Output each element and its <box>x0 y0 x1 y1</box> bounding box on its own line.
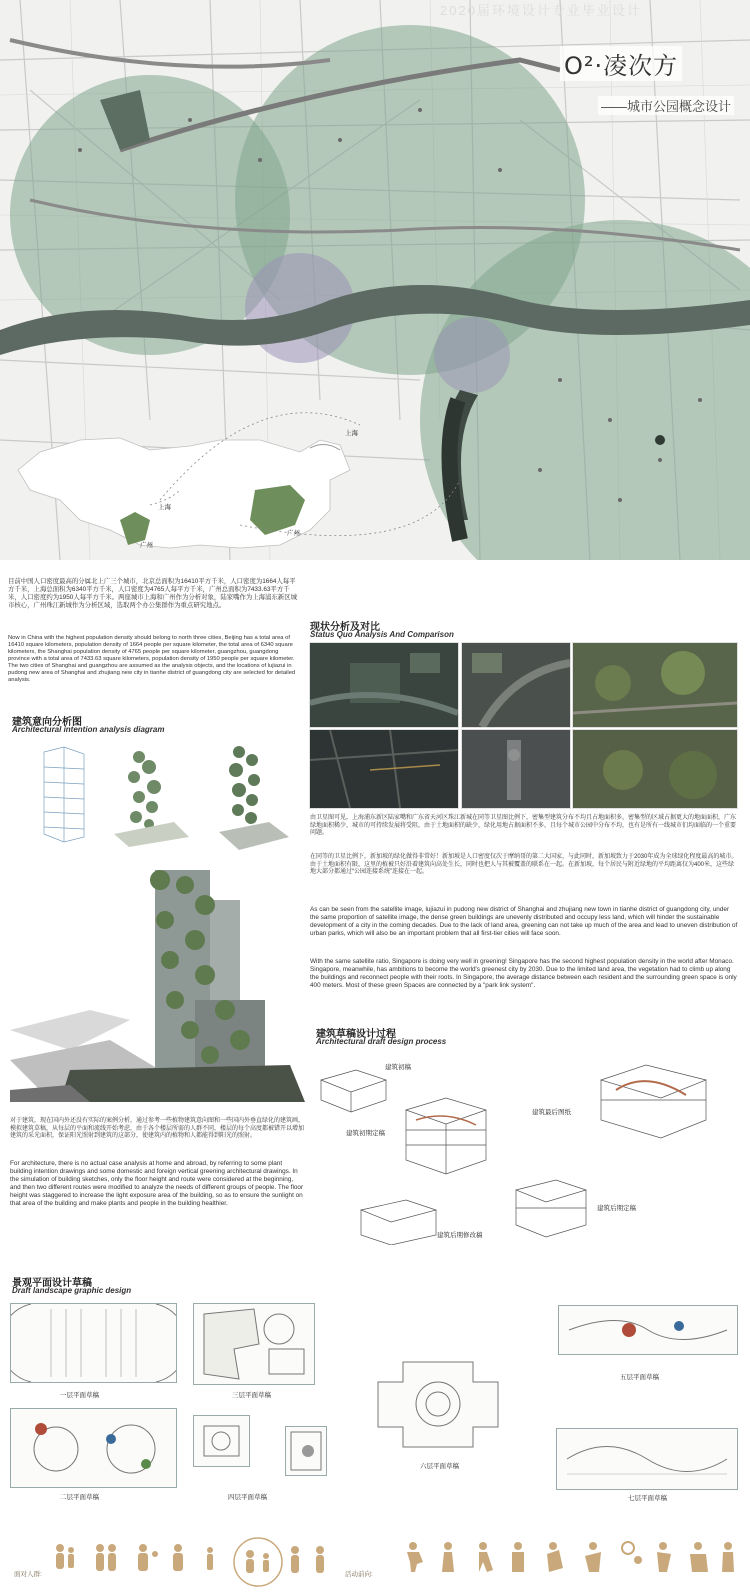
landscape-plan-2 <box>10 1408 177 1488</box>
intro-text-cn: 目前中国人口密度最高的分属北上广三个城市，北京总面积为16410平方千米，人口密度为1664人每平方千米，上海总面积为6340平方千米，人口密度为4765人每平方千米，广州总面积为7433.63平方千米，人口密度约为1950人每平方千米。两座城市上海和广州作为分析对象，陆家嘴作为上海浦东新区城市核心，广州珠江新城作为分析区域，选取两个办公集群作为重点研究地点。 <box>8 578 298 609</box>
status-text-en-1: As can be seen from the satellite image, lujiazui in pudong new district of Shanghai and zhujiang new town in tianhe district of guangdong city, under the same proportion of satellite image, the dense green buildings are unevenly distributed and occupy less land, which will hinder the sustainable development of a city in the coming decades. Due to the lack of land area, greening can not take up much of the area and lead to uneven distribution of urban parks, which will also be an important problem that all first-tier cities will face soon. <box>310 906 738 937</box>
draft-title-en: Architectural draft design process <box>316 1037 447 1046</box>
status-text-en-2: With the same satellite ratio, Singapore is doing very well in greening! Singapore has the second highest population density in the world after Monaco. Singapore, meanwhile, has ambitions to become the world's greenest city by 2030. Due to the limited land area, the vegetation had to climb up along the buildings and reconnect people with their roots. In Singapore, the average distance between each resident and the surrounding green space is only 400 meters. Most of these green Spaces are connected by a "park link system". <box>310 958 737 989</box>
draft-label-2: 建筑初期定稿 <box>346 1130 385 1137</box>
status-title-en: Status Quo Analysis And Comparison <box>310 630 454 639</box>
page-title: O²·凌次方 <box>560 46 682 81</box>
footer-strip <box>0 1524 750 1594</box>
intention-text-en: For architecture, there is no actual case analysis at home and abroad, by referring to some plant building intention drawings and some domestic and foreign vertical greening architectural drawings. In the simulation of building sketches, only the floor height and route were considered at the beginning, and then two different routes were modified to analyze the needs of different groups of people. The floor height was staggered to increase the light exposure area of the building, so as to ensure the sunlight on that area of the building and make plants and people in the building healthier. <box>10 1160 304 1207</box>
intention-diagrams <box>14 742 304 852</box>
intro-text-en: Now in China with the highest population density should belong to north three cities, Beijing has a total area of 16410 square kilometers, population density of 1664 people per square kilometer, the total area of 6340 square kilometers, the Shanghai population density of 4765 people per square kilometer, guangzhou, guangdong province with a total area of 7433.63 square kilometers, population density of 1950 people per square kilometer. The two cities of Shanghai and guangzhou are assumed as the analysis objects, and the locations of lujiazui in pudong new area of Shanghai and zhujiang new city in tianhe district of guangdong city are selected for detailed analysis. <box>8 635 296 683</box>
intention-title-en: Architectural intention analysis diagram <box>12 725 165 734</box>
map-graphic <box>0 0 750 560</box>
satellite-photo-6 <box>572 729 738 809</box>
landscape-label-6: 六层平面草稿 <box>420 1463 459 1470</box>
map-label-shanghai-top: 上海 <box>345 430 358 437</box>
satellite-photo-5 <box>461 729 571 809</box>
landscape-label-2: 二层平面草稿 <box>60 1494 99 1501</box>
landscape-label-1: 一层平面草稿 <box>60 1392 99 1399</box>
draft-label-1: 建筑初稿 <box>385 1064 411 1071</box>
landscape-label-5: 五层平面草稿 <box>620 1374 659 1381</box>
family-icon <box>234 1538 282 1586</box>
draft-label-4: 建筑后期定稿 <box>597 1205 636 1212</box>
status-title-cn: 现状分析及对比 <box>310 622 380 633</box>
page-subtitle: ——城市公园概念设计 <box>598 96 734 115</box>
landscape-plan-4a <box>193 1415 250 1467</box>
landscape-plan-7 <box>556 1428 738 1490</box>
satellite-photo-1 <box>309 642 459 728</box>
map-label-shanghai-mid: 上海 <box>158 504 171 511</box>
draft-title-cn: 建筑草稿设计过程 <box>316 1029 396 1040</box>
activity-icons <box>407 1542 734 1572</box>
satellite-photo-3 <box>572 642 738 728</box>
landscape-label-7: 七层平面草稿 <box>628 1495 667 1502</box>
landscape-plan-3 <box>193 1303 315 1385</box>
status-text-cn-2: 在同等的卫星比例下，新加坡的绿化做得非常好！新加坡是人口密度仅次于摩纳哥的第二大国家，与此同时，新加坡致力于2030年成为全球绿化程度最高的城市。由于土地面积有限，这里的植被只好沿着建筑向高处生长，同时也把人与其被覆盖的联系在一起。在新加坡，每个居民与附近绿地的平均距离仅为400米，这些绿地大部分都通过“公园连接系统”连接在一起。 <box>310 854 738 876</box>
draft-label-3: 建筑最后图纸 <box>532 1109 571 1116</box>
landscape-plan-6 <box>373 1357 503 1452</box>
satellite-photo-2 <box>461 642 571 728</box>
people-label: 面对人群: <box>14 1571 42 1578</box>
landscape-plan-5 <box>558 1305 738 1355</box>
city-map <box>0 0 750 560</box>
satellite-photo-4 <box>309 729 459 809</box>
intention-title-cn: 建筑意向分析图 <box>12 717 82 728</box>
draft-label-5: 建筑后期修改稿 <box>437 1232 483 1239</box>
purple-zone-2 <box>434 317 510 393</box>
activity-label: 活动前向: <box>345 1571 373 1578</box>
landscape-label-3: 三层平面草稿 <box>232 1392 271 1399</box>
map-label-guangzhou-left: 广州 <box>140 542 153 549</box>
map-label-guangzhou-right: 广州 <box>287 530 300 537</box>
landscape-plan-4b <box>285 1426 327 1476</box>
people-icons <box>0 1524 750 1594</box>
intention-text-cn: 对于建筑，现在国内外还没有实际的案例分析，通过参考一些植物建筑意向图和一些国内外垂直绿化的建筑画，模拟建筑草稿，从每层的平面和流线开始考虑，由于各个楼层所需的人群不同，楼层的每个高度都被错开以增加建筑的采光面积，保证阳光照射到建筑的这部分，使建筑内的植物和人都能得到阳光的照射。 <box>10 1118 305 1140</box>
landscape-label-4: 四层平面草稿 <box>228 1494 267 1501</box>
top-banner: 2020届环境设计专业毕业设计 <box>440 3 642 18</box>
draft-sketches <box>316 1050 741 1245</box>
landscape-plan-1 <box>10 1303 177 1383</box>
landscape-title-en: Draft landscape graphic design <box>12 1286 132 1295</box>
status-text-cn-1: 由卫星图可见，上海浦东新区陆家嘴和广东省天河区珠江新城在同等卫星图比例下，密集型建筑分布不均且占地面积多，密集型的区域占据更大的地面面积，广东绿地面积稀少，城市的可持续发展将受阻，由于土地面积的缺少，绿化用地占据面积不多，且每个城市公园中分布不均，也有是所有一线城市们均面临的一个重要问题。 <box>310 815 737 837</box>
building-render <box>10 860 305 1102</box>
landscape-title-cn: 景观平面设计草稿 <box>12 1278 92 1289</box>
